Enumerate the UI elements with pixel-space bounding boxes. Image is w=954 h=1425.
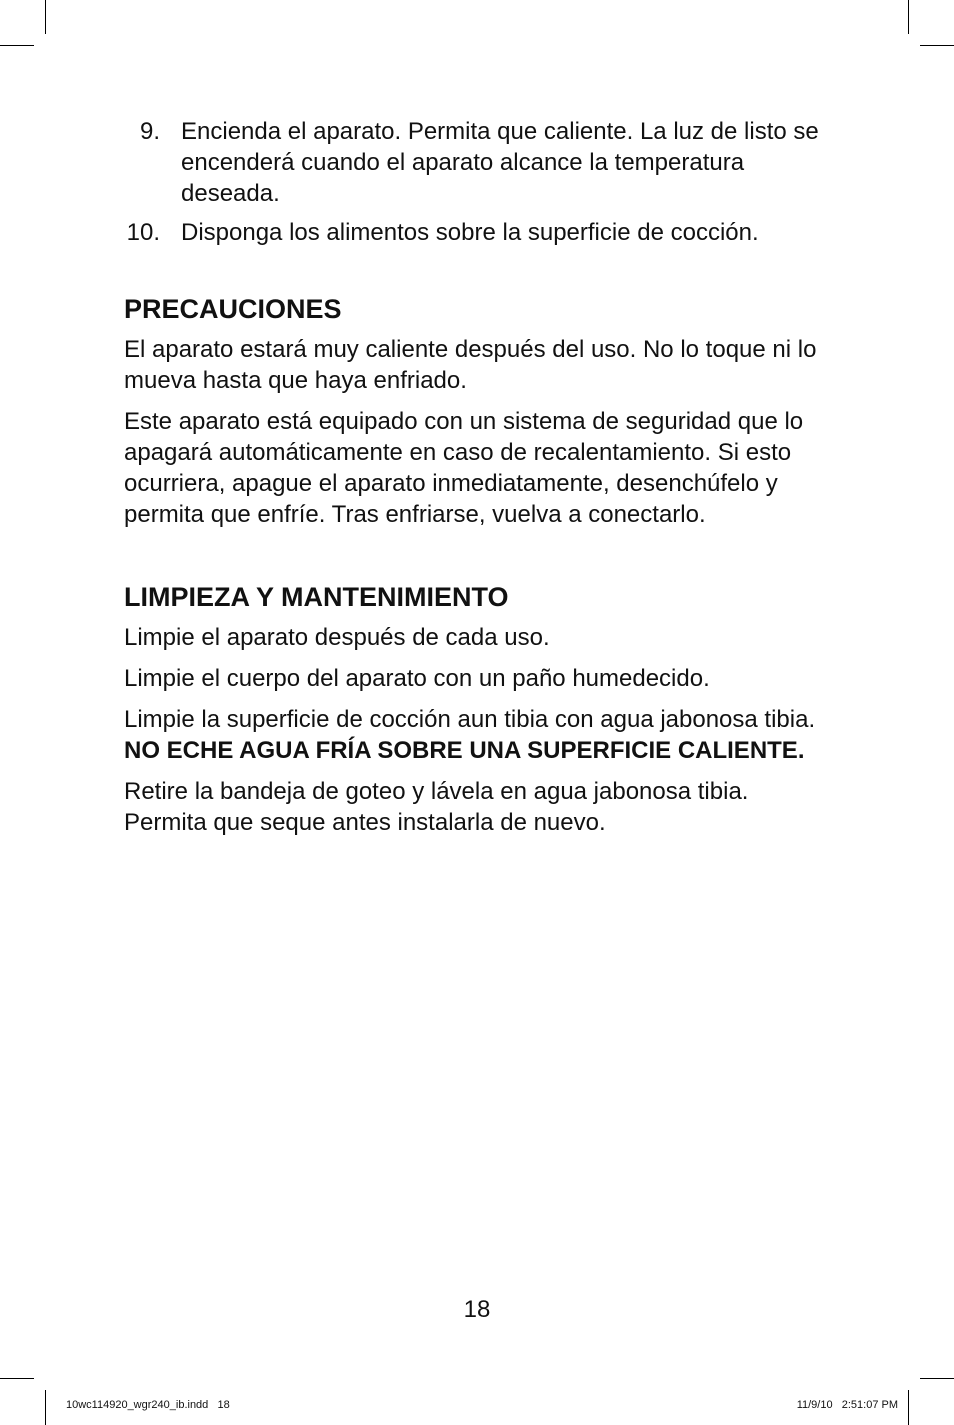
section-limpieza <box>124 580 834 838</box>
list-number: 9. <box>139 118 160 145</box>
list-item <box>124 217 834 248</box>
paragraph: Limpie el cuerpo del aparato con un paño humedecido. <box>124 665 710 692</box>
list-item <box>124 116 834 209</box>
paragraph <box>124 704 834 766</box>
list-text: Encienda el aparato. Permita que caliente. La luz de listo se encenderá cuando el aparato alcance la temperatura deseada. <box>181 118 819 207</box>
crop-mark <box>908 1390 909 1425</box>
crop-mark <box>0 1378 34 1379</box>
section-title: LIMPIEZA Y MANTENIMIENTO <box>124 582 509 612</box>
crop-mark <box>45 0 46 34</box>
list-number: 10. <box>126 219 160 246</box>
footer-slug-right: 11/9/10 2:51:07 PM <box>796 1399 898 1411</box>
crop-mark <box>920 1378 954 1379</box>
crop-mark <box>908 0 909 34</box>
crop-mark <box>45 1390 46 1425</box>
page-number: 18 <box>463 1296 491 1323</box>
list-text: Disponga los alimentos sobre la superficie de cocción. <box>181 219 759 246</box>
paragraph: El aparato estará muy caliente después del uso. No lo toque ni lo mueva hasta que haya enfriado. <box>124 336 817 394</box>
warning-text: NO ECHE AGUA FRÍA SOBRE UNA SUPERFICIE CALIENTE. <box>124 737 805 764</box>
paragraph: Retire la bandeja de goteo y lávela en agua jabonosa tibia. Permita que seque antes instalarla de nuevo. <box>124 778 749 836</box>
page-content <box>124 116 834 848</box>
paragraph-text: Limpie la superficie de cocción aun tibia con agua jabonosa tibia. <box>124 706 816 733</box>
footer-slug-left: 10wc114920_wgr240_ib.indd 18 <box>66 1399 230 1411</box>
paragraph: Limpie el aparato después de cada uso. <box>124 624 550 651</box>
paragraph: Este aparato está equipado con un sistema de seguridad que lo apagará automáticamente en caso de recalentamiento. Si esto ocurriera, apague el aparato inmediatamente, desenchúfelo y permita que enfríe. Tras enfriarse, vuelva a conectarlo. <box>124 408 804 528</box>
section-precauciones <box>124 292 834 530</box>
section-title: PRECAUCIONES <box>124 294 342 324</box>
crop-mark <box>920 45 954 46</box>
crop-mark <box>0 45 34 46</box>
